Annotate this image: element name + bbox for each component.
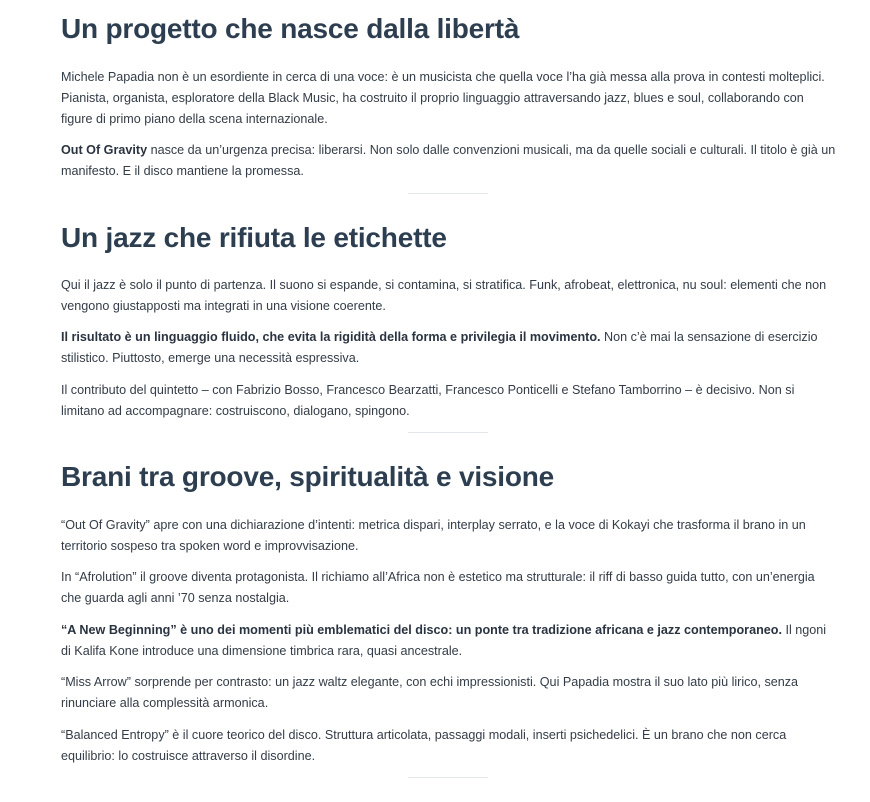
- paragraph: [61, 327, 836, 369]
- paragraph: [61, 380, 836, 422]
- paragraph-bold: “A New Beginning” è uno dei momenti più emblematici del disco: un ponte tra tradizione africana e jazz contemporaneo.: [61, 623, 782, 637]
- paragraph-text: Il ngoni di Kalifa Kone introduce una dimensione timbrica rara, quasi ancestrale.: [61, 623, 827, 658]
- paragraph-text: “Miss Arrow” sorprende per contrasto: un jazz waltz elegante, con echi impressionisti. Qui Papadia mostra il suo lato più lirico, senza rinunciare alla complessità armonica.: [61, 675, 799, 710]
- paragraph-text: Non c’è mai la sensazione di esercizio stilistico. Piuttosto, emerge una necessità espressiva.: [61, 330, 818, 365]
- paragraph: [61, 567, 836, 609]
- paragraph: [61, 140, 836, 182]
- section-divider: [408, 777, 488, 778]
- paragraph-text: Qui il jazz è solo il punto di partenza. Il suono si espande, si contamina, si stratifica. Funk, afrobeat, elettronica, nu soul: elementi che non vengono giustapposti ma integrati in una visione coerente.: [61, 278, 827, 313]
- paragraph-text: In “Afrolution” il groove diventa protagonista. Il richiamo all’Africa non è estetico ma strutturale: il riff di basso guida tutto, con un’energia che guarda agli anni ’70 senza nostalgia.: [61, 570, 815, 605]
- paragraph: [61, 620, 836, 662]
- section-heading: Un progetto che nasce dalla libertà: [61, 13, 520, 44]
- paragraph-text: nasce da un’urgenza precisa: liberarsi. Non solo dalle convenzioni musicali, ma da quelle sociali e culturali. Il titolo è già un manifesto. E il disco mantiene la promessa.: [61, 143, 836, 178]
- paragraph-text: Il contributo del quintetto – con Fabrizio Bosso, Francesco Bearzatti, Francesco Ponticelli e Stefano Tamborrino – è decisivo. Non si limitano ad accompagnare: costruiscono, dialogano, spingono.: [61, 383, 795, 418]
- section-divider: [408, 432, 488, 433]
- paragraph-text: “Out Of Gravity” apre con una dichiarazione d’intenti: metrica dispari, interplay serrato, e la voce di Kokayi che trasforma il brano in un territorio sospeso tra spoken word e improvvisazione.: [61, 518, 806, 553]
- paragraph-text: Michele Papadia non è un esordiente in cerca di una voce: è un musicista che quella voce l’ha già messa alla prova in contesti molteplici. Pianista, organista, esploratore della Black Music, ha costruito il proprio linguaggio attraversando jazz, blues e soul, collaborando con figure di primo piano della scena internazionale.: [61, 70, 825, 126]
- section-divider: [408, 193, 488, 194]
- paragraph-text: “Balanced Entropy” è il cuore teorico del disco. Struttura articolata, passaggi modali, inserti psichedelici. È un brano che non cerca equilibrio: lo costruisce attraverso il disordine.: [61, 728, 787, 763]
- section-heading: Brani tra groove, spiritualità e visione: [61, 461, 555, 492]
- paragraph: [61, 515, 836, 557]
- paragraph-bold: Il risultato è un linguaggio fluido, che evita la rigidità della forma e privilegia il movimento.: [61, 330, 601, 344]
- section-heading: Un jazz che rifiuta le etichette: [61, 222, 447, 253]
- paragraph: [61, 67, 836, 130]
- paragraph: [61, 672, 836, 714]
- paragraph-bold: Out Of Gravity: [61, 143, 148, 157]
- paragraph: [61, 275, 836, 317]
- paragraph: [61, 725, 836, 767]
